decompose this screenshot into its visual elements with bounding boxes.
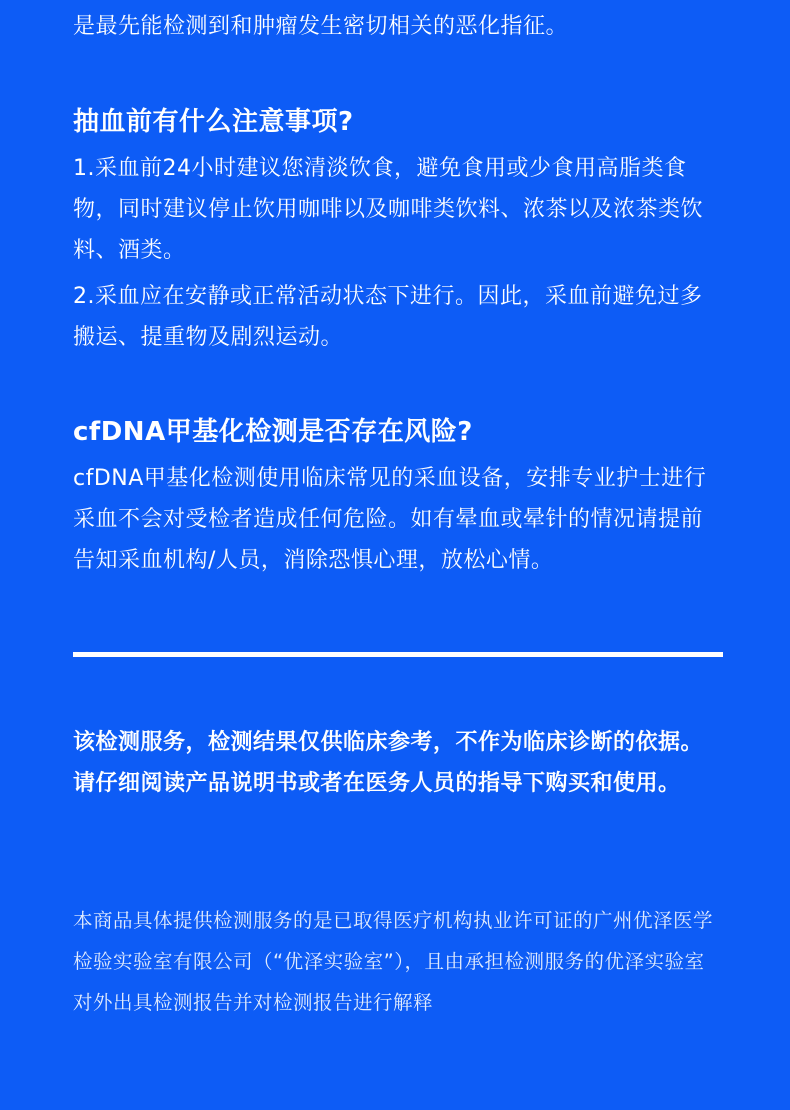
faq-section-blood-draw xyxy=(73,102,723,363)
faq-paragraph-activity: 2.采血应在安静或正常活动状态下进行。因此，采血前避免过多搬运、提重物及剧烈运动。 xyxy=(73,284,703,350)
disclaimer-text: 该检测服务，检测结果仅供临床参考，不作为临床诊断的依据。请仔细阅读产品说明书或者在医务人员的指导下购买和使用。 xyxy=(73,730,704,796)
faq-paragraph-diet: 1.采血前24小时建议您清淡饮食，避免食用或少食用高脂类食物，同时建议停止饮用咖啡以及咖啡类饮料、浓茶以及浓茶类饮料、酒类。 xyxy=(73,156,704,263)
faq-paragraph-risk: cfDNA甲基化检测使用临床常见的采血设备，安排专业护士进行采血不会对受检者造成任何危险。如有晕血或晕针的情况请提前告知采血机构/人员，消除恐惧心理，放松心情。 xyxy=(73,466,707,573)
section-divider xyxy=(73,652,723,657)
intro-tail-text: 是最先能检测到和肿瘤发生密切相关的恶化指征。 xyxy=(73,14,569,39)
faq-section-risk xyxy=(73,412,723,586)
faq-heading-blood-draw: 抽血前有什么注意事项? xyxy=(73,107,354,137)
faq-heading-risk: cfDNA甲基化检测是否存在风险? xyxy=(73,417,473,447)
provider-footnote: 本商品具体提供检测服务的是已取得医疗机构执业许可证的广州优泽医学检验实验室有限公司（“优泽实验室”），且由承担检测服务的优泽实验室对外出具检测报告并对检测报告进行解释 xyxy=(73,909,714,1014)
